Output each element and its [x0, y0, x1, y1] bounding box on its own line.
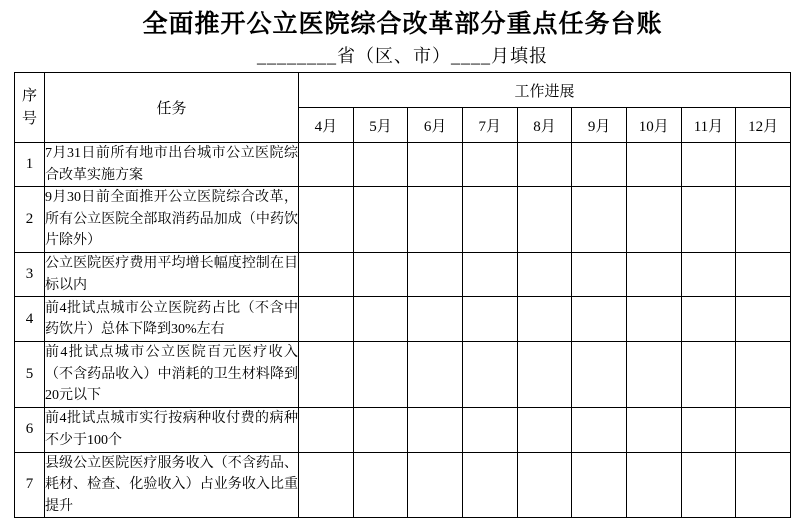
- row-number: 6: [15, 407, 45, 452]
- month-column-header: 6月: [408, 108, 463, 143]
- progress-cell: [462, 143, 517, 187]
- row-number: 2: [15, 187, 45, 253]
- progress-cell: [517, 407, 572, 452]
- progress-cell: [626, 253, 681, 297]
- progress-cell: [736, 342, 791, 408]
- progress-cell: [736, 297, 791, 342]
- progress-cell: [681, 297, 736, 342]
- task-cell: 7月31日前所有地市出台城市公立医院综合改革实施方案: [45, 143, 299, 187]
- progress-cell: [353, 253, 408, 297]
- index-column-header-label: 序号: [21, 87, 37, 127]
- progress-cell: [299, 143, 354, 187]
- progress-cell: [681, 187, 736, 253]
- progress-cell: [681, 253, 736, 297]
- progress-cell: [626, 342, 681, 408]
- document-title: 全面推开公立医院综合改革部分重点任务台账: [142, 11, 663, 38]
- progress-cell: [462, 407, 517, 452]
- progress-cell: [572, 187, 627, 253]
- progress-cell: [299, 342, 354, 408]
- progress-cell: [299, 253, 354, 297]
- progress-cell: [572, 253, 627, 297]
- progress-cell: [626, 187, 681, 253]
- month-column-header: 8月: [517, 108, 572, 143]
- row-number: 7: [15, 452, 45, 518]
- progress-cell: [353, 187, 408, 253]
- progress-cell: [517, 452, 572, 518]
- progress-cell: [681, 407, 736, 452]
- progress-cell: [462, 297, 517, 342]
- progress-cell: [572, 143, 627, 187]
- progress-cell: [626, 407, 681, 452]
- progress-cell: [626, 143, 681, 187]
- progress-cell: [353, 143, 408, 187]
- table-row: [15, 187, 791, 253]
- row-number: 5: [15, 342, 45, 408]
- progress-cell: [408, 187, 463, 253]
- progress-cell: [626, 297, 681, 342]
- progress-cell: [681, 452, 736, 518]
- progress-cell: [572, 297, 627, 342]
- progress-cell: [736, 253, 791, 297]
- progress-cell: [353, 297, 408, 342]
- progress-cell: [517, 187, 572, 253]
- progress-cell: [681, 342, 736, 408]
- table-row: [15, 253, 791, 297]
- progress-cell: [517, 342, 572, 408]
- progress-cell: [408, 452, 463, 518]
- task-cell: 9月30日前全面推开公立医院综合改革，所有公立医院全部取消药品加成（中药饮片除外）: [45, 187, 299, 253]
- month-column-header: 9月: [572, 108, 627, 143]
- progress-cell: [408, 143, 463, 187]
- table-row: [15, 342, 791, 408]
- progress-cell: [626, 452, 681, 518]
- task-cell: 前4批试点城市公立医院百元医疗收入（不含药品收入）中消耗的卫生材料降到20元以下: [45, 342, 299, 408]
- index-column-header: [15, 73, 45, 143]
- progress-cell: [299, 187, 354, 253]
- task-cell: 公立医院医疗费用平均增长幅度控制在目标以内: [45, 253, 299, 297]
- progress-cell: [462, 253, 517, 297]
- task-ledger-table: [14, 72, 791, 518]
- row-number: 1: [15, 143, 45, 187]
- month-column-header: 7月: [462, 108, 517, 143]
- month-column-header: 11月: [681, 108, 736, 143]
- task-column-header: 任务: [45, 73, 299, 143]
- progress-cell: [299, 297, 354, 342]
- progress-cell: [736, 187, 791, 253]
- table-row: [15, 452, 791, 518]
- document-subtitle: ________省（区、市）____月填报: [257, 46, 548, 66]
- progress-cell: [517, 297, 572, 342]
- progress-cell: [517, 143, 572, 187]
- progress-cell: [408, 342, 463, 408]
- task-cell: 前4批试点城市实行按病种收付费的病种不少于100个: [45, 407, 299, 452]
- progress-cell: [572, 342, 627, 408]
- task-cell: 前4批试点城市公立医院药占比（不含中药饮片）总体下降到30%左右: [45, 297, 299, 342]
- month-column-header: 5月: [353, 108, 408, 143]
- table-row: [15, 407, 791, 452]
- progress-cell: [408, 253, 463, 297]
- progress-cell: [462, 452, 517, 518]
- row-number: 4: [15, 297, 45, 342]
- progress-cell: [736, 452, 791, 518]
- month-column-header: 12月: [736, 108, 791, 143]
- table-row: [15, 297, 791, 342]
- progress-cell: [736, 407, 791, 452]
- row-number: 3: [15, 253, 45, 297]
- progress-cell: [736, 143, 791, 187]
- table-header-row-top: [15, 73, 791, 108]
- progress-cell: [299, 407, 354, 452]
- progress-cell: [462, 342, 517, 408]
- progress-cell: [353, 342, 408, 408]
- task-cell: 县级公立医院医疗服务收入（不含药品、耗材、检查、化验收入）占业务收入比重提升: [45, 452, 299, 518]
- progress-cell: [572, 452, 627, 518]
- progress-cell: [517, 253, 572, 297]
- progress-cell: [462, 187, 517, 253]
- table-row: [15, 143, 791, 187]
- progress-cell: [408, 407, 463, 452]
- progress-cell: [572, 407, 627, 452]
- progress-cell: [353, 407, 408, 452]
- progress-cell: [353, 452, 408, 518]
- progress-cell: [681, 143, 736, 187]
- month-column-header: 4月: [299, 108, 354, 143]
- progress-cell: [299, 452, 354, 518]
- progress-column-header: 工作进展: [299, 73, 791, 108]
- progress-cell: [408, 297, 463, 342]
- month-column-header: 10月: [626, 108, 681, 143]
